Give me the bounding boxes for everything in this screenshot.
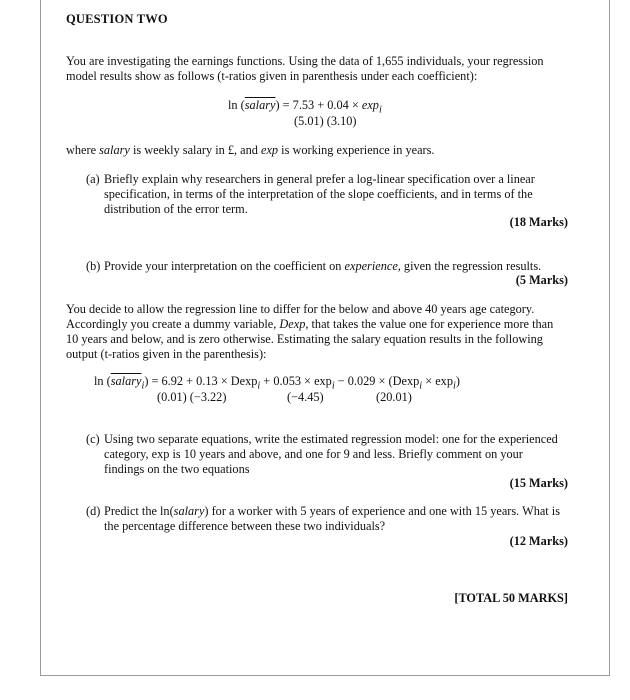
page-title: QUESTION TWO <box>66 12 168 26</box>
equation-2-tratios-3: (20.01) <box>376 390 412 404</box>
question-b-label: (b) <box>86 259 101 273</box>
question-c-label: (c) <box>86 432 100 446</box>
eq1-rhs: = 7.53 + 0.04 × <box>282 98 362 112</box>
question-c-line-1: Using two separate equations, write the estimated regression model: one for the experienced <box>104 432 558 446</box>
dummy-line-3: 10 years and below, and is zero otherwise. Estimating the salary equation results in the following <box>66 332 543 346</box>
question-c-marks: (15 Marks) <box>509 476 568 490</box>
question-a-line-2: specification, in terms of the interpretation of the slope coefficients, and in terms of the <box>104 187 533 201</box>
question-a-line-1: Briefly explain why researchers in general prefer a log-linear specification over a linear <box>104 172 535 186</box>
equation-2-tratios-2: (−4.45) <box>287 390 324 404</box>
question-a-label: (a) <box>86 172 100 186</box>
equation-2: ln (salary$_i$) = $6.92 + 0.13 \times Dexp_i + 0.053 \times \exp_i - 0.029 \times (Dexp_i \times \exp_i)$ <box>94 374 460 392</box>
question-c-line-3: findings on the two equations <box>104 462 250 476</box>
equation-1-tratios: (5.01) (3.10) <box>294 114 357 128</box>
question-c-line-2: category, exp is 10 years and above, and one for 9 and less. Briefly comment on your <box>104 447 523 461</box>
question-d-label: (d) <box>86 504 101 518</box>
total-marks: [TOTAL 50 MARKS] <box>454 591 568 605</box>
eq1-salary: salary <box>244 98 276 112</box>
dummy-line-2: Accordingly you create a dummy variable, Dexp, that takes the value one for experience more than <box>66 317 554 331</box>
question-a-line-3: distribution of the error term. <box>104 202 248 216</box>
dummy-line-4: output (t-ratios given in the parenthesis): <box>66 347 267 361</box>
equation-1: ln (salary) = $7.53 + 0.04 \times \exp_i$ <box>228 98 382 116</box>
where-line: where salary is weekly salary in £, and exp is working experience in years. <box>66 143 435 157</box>
eq1-ln: ln <box>228 98 238 112</box>
eq1-sub: i <box>378 104 382 116</box>
eq1-exp: exp <box>361 98 379 112</box>
question-d-line-2: the percentage difference between these two individuals? <box>104 519 386 533</box>
intro-line-1: You are investigating the earnings functions. Using the data of 1,655 individuals, your regression <box>66 54 544 68</box>
intro-line-2: model results show as follows (t-ratios given in parenthesis under each coefficient): <box>66 69 478 83</box>
dummy-line-1: You decide to allow the regression line to differ for the below and above 40 years age category. <box>66 302 535 316</box>
question-d-marks: (12 Marks) <box>509 534 568 548</box>
question-a-marks: (18 Marks) <box>509 215 568 229</box>
question-b-marks: (5 Marks) <box>515 273 568 287</box>
question-d-line-1: Predict the ln(salary) for a worker with 5 years of experience and one with 15 years. What is <box>104 504 560 518</box>
question-b-text: Provide your interpretation on the coefficient on experience, given the regression results. <box>104 259 542 273</box>
equation-2-tratios-1: (0.01) (−3.22) <box>157 390 227 404</box>
